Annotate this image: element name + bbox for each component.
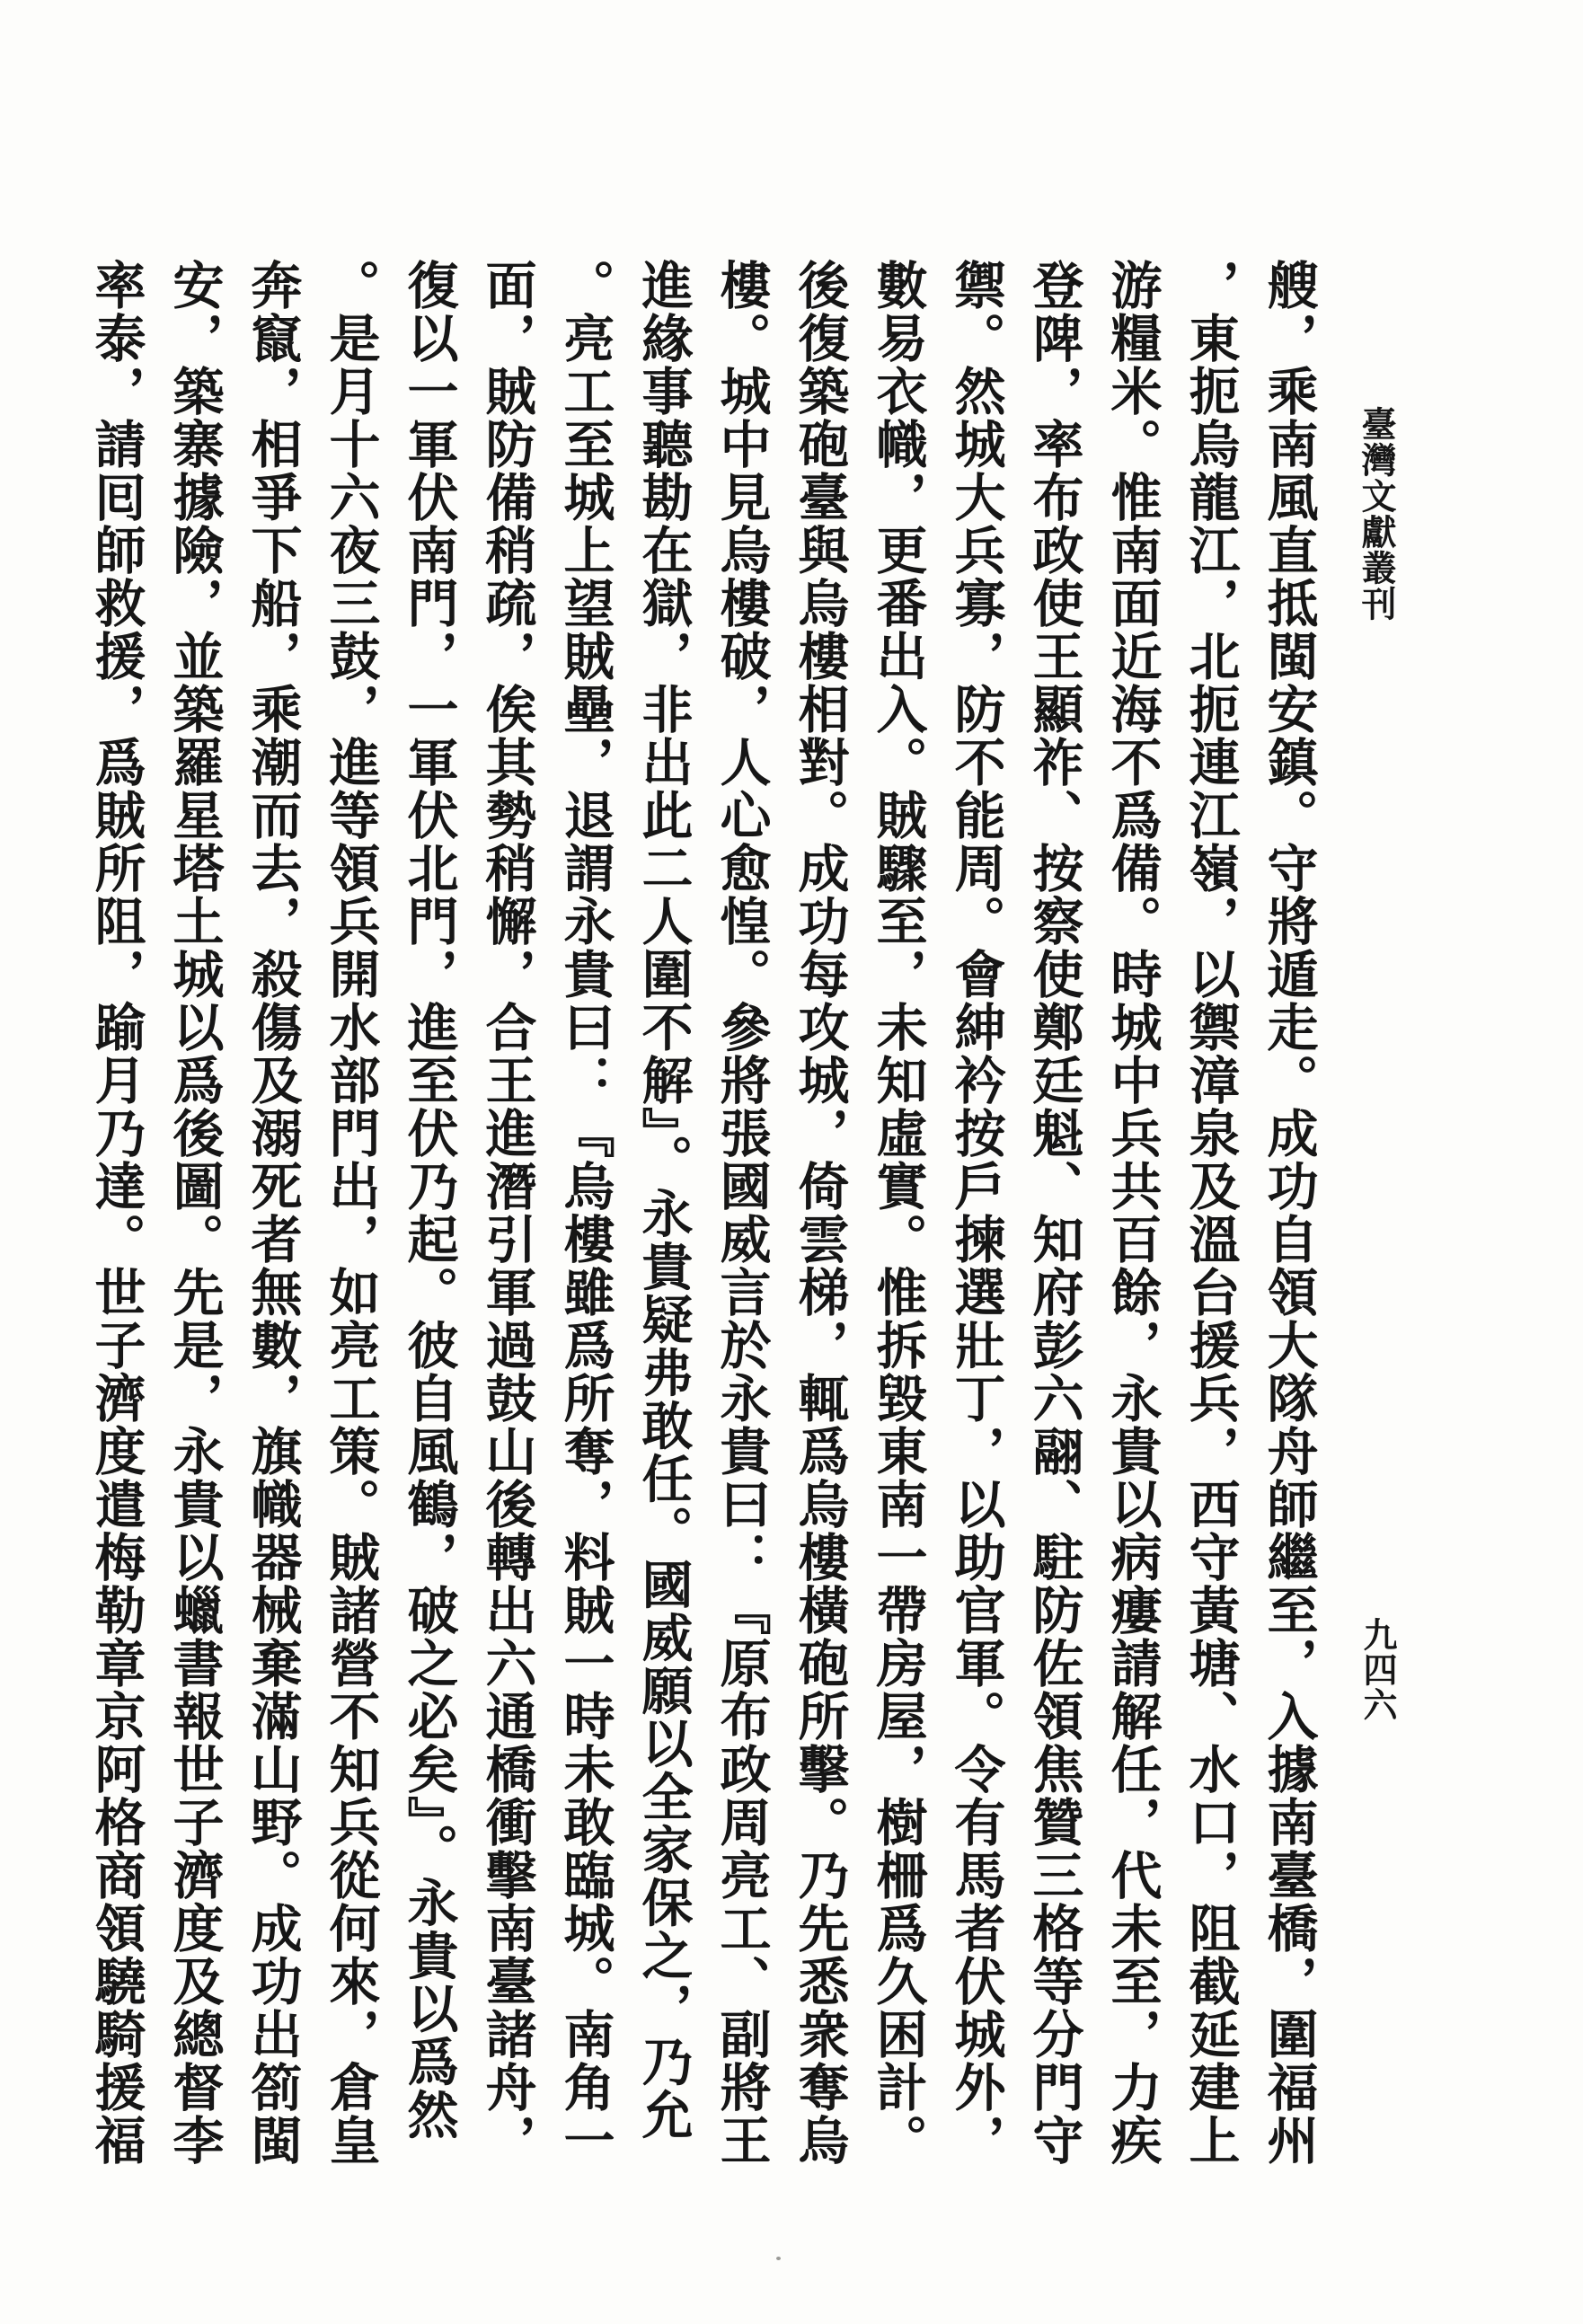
page-number: 九四六 bbox=[1357, 1617, 1395, 1722]
text-column: 。是月十六夜三鼓，進等領兵開水部門出，如亮工策。賊諸營不知兵從何來，倉皇 bbox=[322, 259, 378, 2167]
text-column: 數易衣幟，更番出入。賊驟至，未知虛實。惟拆毀東南一帶房屋，樹柵爲久困計。 bbox=[869, 259, 925, 2167]
text-column: 樓。城中見烏樓破，人心愈惶。參將張國威言於永貴曰：『原布政周亮工、副將王 bbox=[712, 259, 769, 2167]
text-column: 後復築砲臺與烏樓相對。成功每攻城，倚雲梯，輒爲烏樓橫砲所擊。乃先悉衆奪烏 bbox=[791, 259, 847, 2167]
text-column: 游糧米。惟南面近海不爲備。時城中兵共百餘，永貴以病瘻請解任，代未至，力疾 bbox=[1103, 259, 1160, 2167]
text-column: 艘，乘南風直抵閩安鎮。守將遁走。成功自領大隊舟師繼至，入據南臺橋，圍福州 bbox=[1260, 259, 1316, 2167]
text-column: 面，賊防備稍疏，俟其勢稍懈，合王進潛引軍過鼓山後轉出六通橋衝擊南臺諸舟， bbox=[478, 259, 535, 2167]
text-column: 復以一軍伏南門，一軍伏北門，進至伏乃起。彼自風鶴，破之必矣』。永貴以爲然 bbox=[400, 259, 456, 2142]
text-column: 安，築寨據險，並築羅星塔土城以爲後圖。先是，永貴以蠟書報世子濟度及總督李 bbox=[165, 259, 222, 2167]
scan-speck bbox=[776, 2257, 781, 2260]
text-column: ，東扼烏龍江，北扼連江嶺，以禦漳泉及溫台援兵，西守黃塘、水口，阻截延建上 bbox=[1181, 259, 1238, 2167]
text-column: 奔竄，相爭下船，乘潮而去，殺傷及溺死者無數，旗幟器械棄滿山野。成功出箚閩 bbox=[243, 259, 300, 2167]
text-column: 登陴，率布政使王顯祚、按察使鄭廷魁、知府彭六翮、駐防佐領焦贊三格等分門守 bbox=[1025, 259, 1082, 2167]
text-column: 。亮工至城上望賊壘，退謂永貴曰：『烏樓雖爲所奪，料賊一時未敢臨城。南角一 bbox=[556, 259, 613, 2167]
main-text-block bbox=[76, 259, 1327, 2170]
running-header: 臺灣文獻叢刊 bbox=[1357, 406, 1395, 622]
text-column: 禦。然城大兵寡，防不能周。會紳衿按戶揀選壯丁，以助官軍。令有馬者伏城外， bbox=[947, 259, 1004, 2167]
text-column: 率泰，請囘師救援，爲賊所阻，踰月乃達。世子濟度遣梅勒章京阿格商領驍騎援福 bbox=[87, 259, 144, 2167]
text-column: 進緣事聽勘在獄，非出此二人圍不解』。永貴疑弗敢任。國威願以全家保之，乃允 bbox=[634, 259, 691, 2142]
